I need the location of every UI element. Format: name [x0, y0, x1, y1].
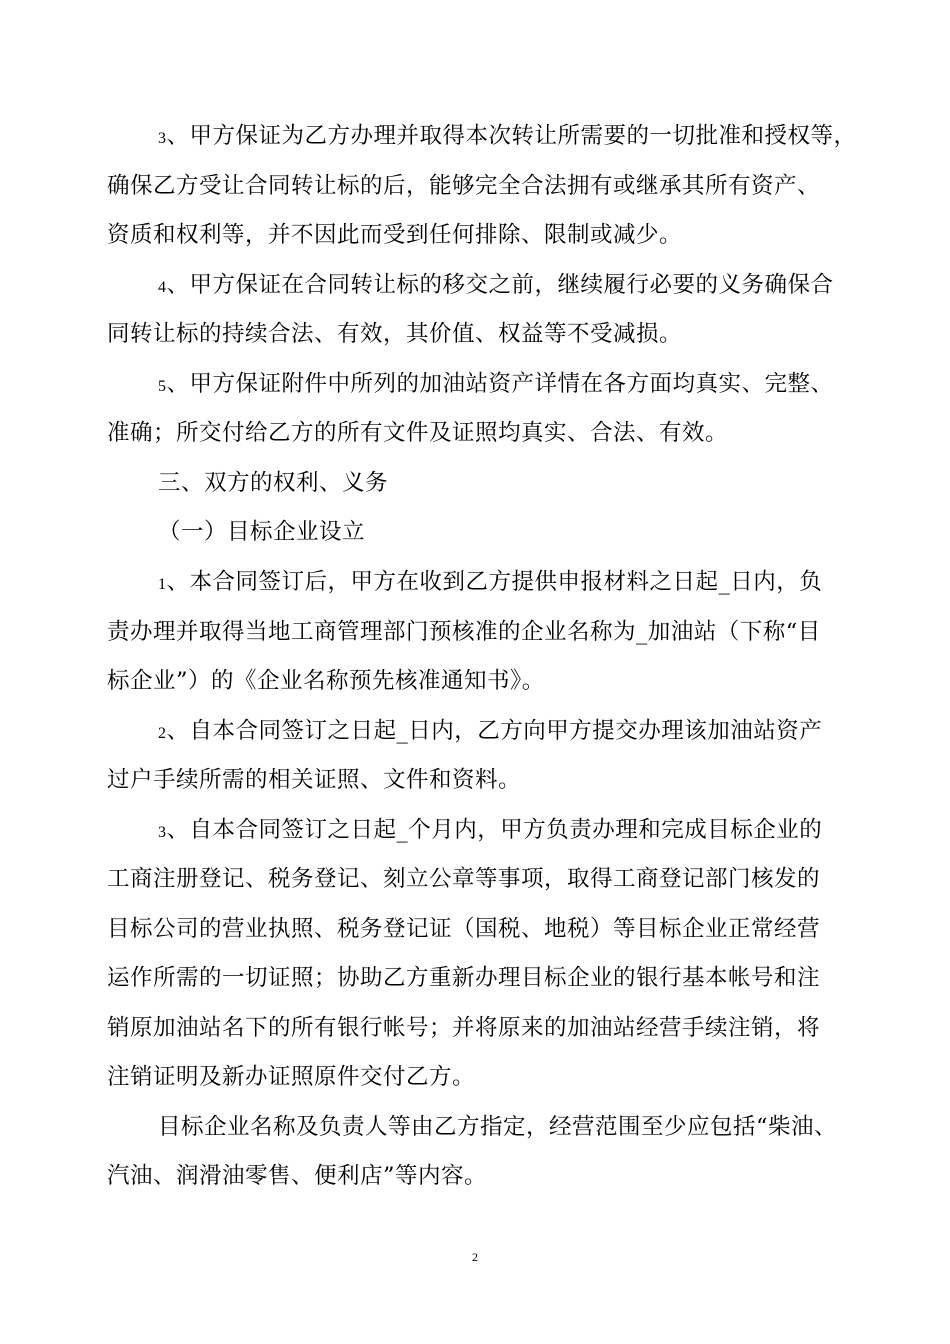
subsection-heading: （一）目标企业设立 — [158, 519, 366, 545]
paragraph-line: 确保乙方受让合同转让标的后，能够完全合法拥有或继承其所有资产、 — [107, 173, 821, 199]
paragraph-line: 注销证明及新办证照原件交付乙方。 — [107, 1064, 476, 1090]
paragraph-line: 准确；所交付给乙方的所有文件及证照均真实、合法、有效。 — [107, 420, 729, 446]
paragraph-line: 同转让标的持续合法、有效，其价值、权益等不受减损。 — [107, 321, 683, 347]
paragraph-line: 5、甲方保证附件中所列的加油站资产详情在各方面均真实、完整、 — [158, 371, 834, 397]
paragraph-line: 3、甲方保证为乙方办理并取得本次转让所需要的一切批准和授权等， — [158, 123, 857, 149]
paragraph-line: 运作所需的一切证照；协助乙方重新办理目标企业的银行基本帐号和注 — [107, 965, 821, 991]
page-number: 2 — [472, 1250, 478, 1264]
section-heading: 三、双方的权利、义务 — [158, 470, 389, 496]
paragraph-line: 3、自本合同签订之日起_个月内，甲方负责办理和完成目标企业的 — [158, 817, 823, 843]
paragraph-line: 工商注册登记、税务登记、刻立公章等事项，取得工商登记部门核发的 — [107, 866, 821, 892]
paragraph-line: 汽油、润滑油零售、便利店”等内容。 — [107, 1163, 488, 1189]
paragraph-line: 1、本合同签订后，甲方在收到乙方提供申报材料之日起_日内，负 — [158, 569, 823, 595]
paragraph-line: 目标公司的营业执照、税务登记证（国税、地税）等目标企业正常经营 — [107, 916, 821, 942]
paragraph-line: 责办理并取得当地工商管理部门预核准的企业名称为_加油站（下称“目 — [107, 619, 821, 645]
paragraph-line: 过户手续所需的相关证照、文件和资料。 — [107, 767, 522, 793]
paragraph-line: 资质和权利等，并不因此而受到任何排除、限制或减少。 — [107, 222, 683, 248]
paragraph-line: 标企业”）的《企业名称预先核准通知书》。 — [107, 668, 545, 694]
paragraph-line: 销原加油站名下的所有银行帐号；并将原来的加油站经营手续注销，将 — [107, 1015, 821, 1041]
paragraph-line: 2、自本合同签订之日起_日内，乙方向甲方提交办理该加油站资产 — [158, 718, 823, 744]
paragraph-line: 目标企业名称及负责人等由乙方指定，经营范围至少应包括“柴油、 — [158, 1114, 838, 1140]
paragraph-line: 4、甲方保证在合同转让标的移交之前，继续履行必要的义务确保合 — [158, 272, 834, 298]
